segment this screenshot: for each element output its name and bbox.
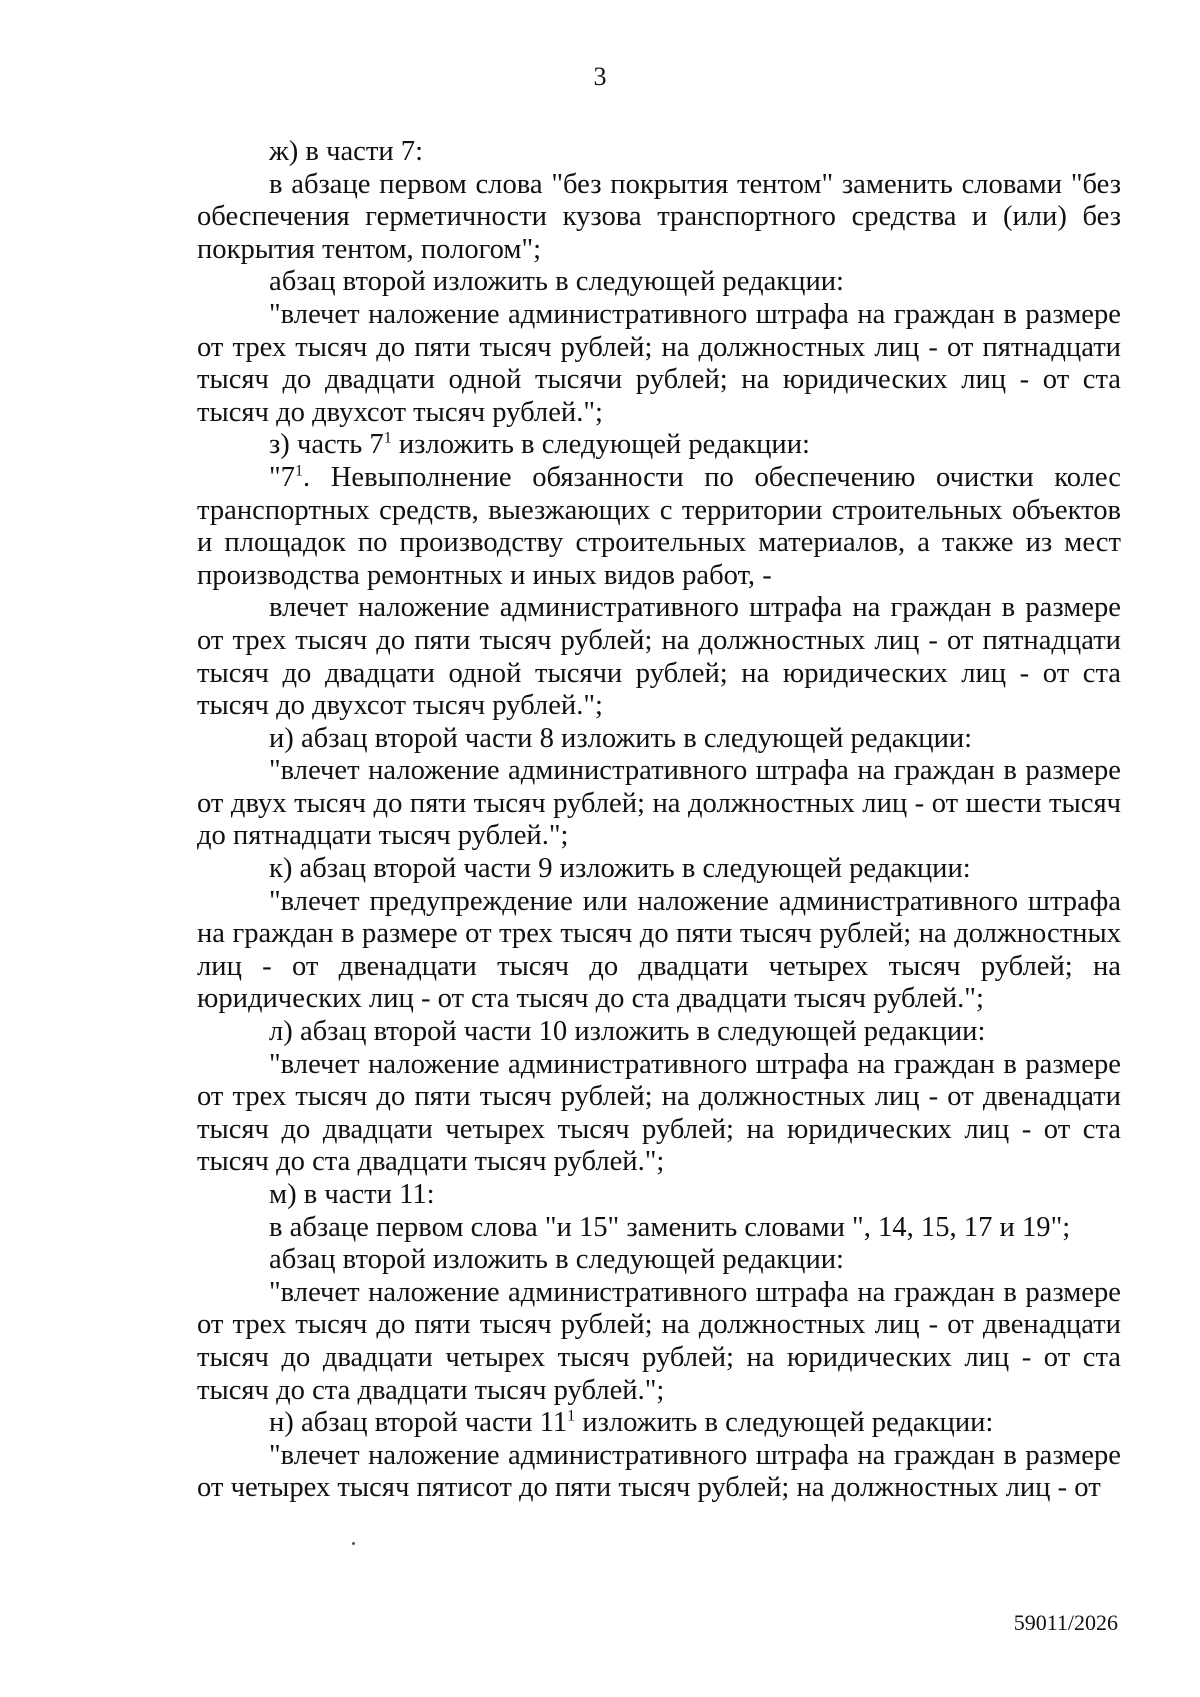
paragraph: в абзаце первом слова "и 15" заменить словами ", 14, 15, 17 и 19";	[269, 1211, 1071, 1243]
paragraph: "$7^1$. Невыполнение обязанности по обеспечению очистки колес транспортных средств, выезжающих с территории строительных объектов и площадок по производству строительных материалов, а также из мест производства ремонтных и иных видов работ, -	[197, 461, 1121, 591]
paragraph: л) абзац второй части 10 изложить в следующей редакции:	[269, 1016, 986, 1048]
paragraph: з) часть $7^1$ изложить в следующей редакции:	[269, 429, 810, 461]
superscript: 1	[567, 1407, 576, 1425]
paragraph: к) абзац второй части 9 изложить в следующей редакции:	[269, 853, 971, 885]
paragraph: в абзаце первом слова "без покрытия тентом" заменить словами "без обеспечения герметичности кузова транспортного средства и (или) без покрытия тентом, пологом";	[197, 168, 1121, 265]
paragraph: "влечет наложение административного штрафа на граждан в размере от трех тысяч до пяти тысяч рублей; на должностных лиц - от двенадцати тысяч до двадцати четырех тысяч рублей; на юридических лиц - от ста тысяч до ста двадцати тысяч рублей.";	[197, 1276, 1121, 1406]
paragraph: ж) в части 7:	[269, 136, 424, 167]
paragraph: м) в части 11:	[269, 1179, 435, 1210]
superscript: 1	[383, 429, 392, 447]
paragraph: абзац второй изложить в следующей редакции:	[269, 1244, 845, 1276]
paragraph: "влечет наложение административного штрафа на граждан в размере от четырех тысяч пятисот до пяти тысяч рублей; на должностных лиц - от	[197, 1439, 1121, 1504]
paragraph: влечет наложение административного штрафа на граждан в размере от трех тысяч до пяти тысяч рублей; на должностных лиц - от пятнадцати тысяч до двадцати одной тысячи рублей; на юридических лиц - от ста тысяч до двухсот тысяч рублей.";	[197, 592, 1121, 722]
paragraph: "влечет наложение административного штрафа на граждан в размере от трех тысяч до пяти тысяч рублей; на должностных лиц - от двенадцати тысяч до двадцати четырех тысяч рублей; на юридических лиц - от ста тысяч до ста двадцати тысяч рублей.";	[197, 1048, 1121, 1178]
scan-artifact	[352, 1542, 355, 1545]
paragraph: н) абзац второй части $11^1$ изложить в следующей редакции:	[269, 1407, 994, 1439]
paragraph: "влечет предупреждение или наложение административного штрафа на граждан в размере от трех тысяч до пяти тысяч рублей; на должностных лиц - от двенадцати тысяч до двадцати четырех тысяч рублей; на юридических лиц - от ста тысяч до ста двадцати тысяч рублей.";	[197, 885, 1121, 1015]
page-number: 3	[593, 62, 607, 91]
paragraph: и) абзац второй части 8 изложить в следующей редакции:	[269, 722, 973, 754]
paragraph: абзац второй изложить в следующей редакции:	[269, 266, 845, 298]
document-code: 59011/2026	[1013, 1610, 1118, 1635]
paragraph: "влечет наложение административного штрафа на граждан в размере от трех тысяч до пяти тысяч рублей; на должностных лиц - от пятнадцати тысяч до двадцати одной тысячи рублей; на юридических лиц - от ста тысяч до двухсот тысяч рублей.";	[197, 298, 1121, 428]
paragraph: "влечет наложение административного штрафа на граждан в размере от двух тысяч до пяти тысяч рублей; на должностных лиц - от шести тысяч до пятнадцати тысяч рублей.";	[197, 755, 1121, 852]
document-body	[197, 136, 1121, 1505]
superscript: 1	[294, 462, 303, 480]
